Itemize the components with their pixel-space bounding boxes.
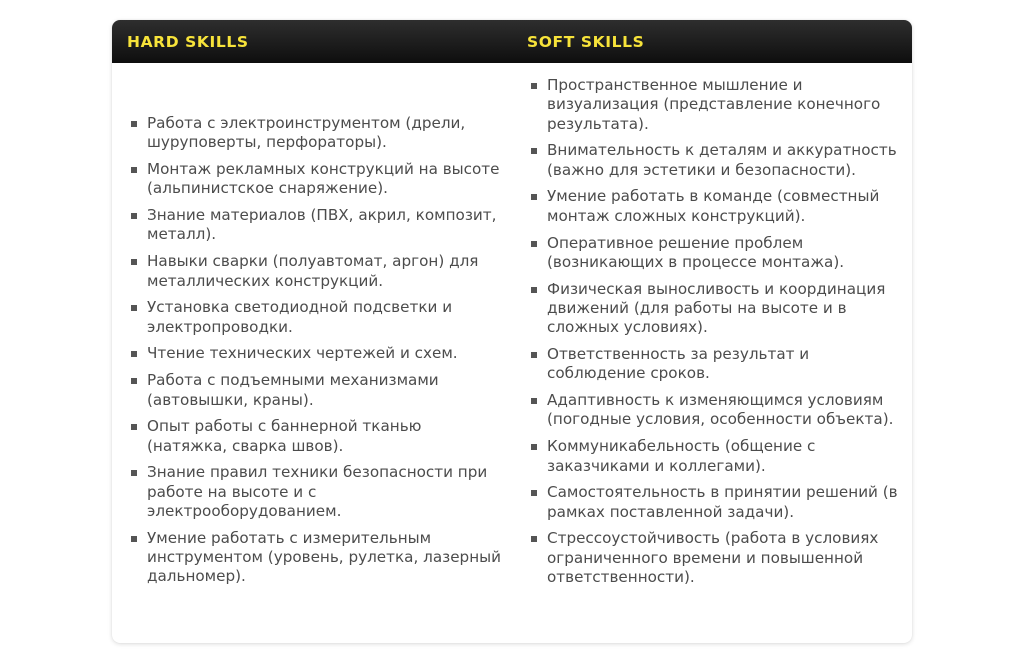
square-bullet-icon: [131, 378, 137, 384]
square-bullet-icon: [531, 241, 537, 247]
soft-skill-item-text: Ответственность за результат и соблюдение сроков.: [547, 345, 810, 383]
hard-skill-item-text: Работа с подъемными механизмами (автовышки, краны).: [147, 371, 439, 409]
square-bullet-icon: [531, 444, 537, 450]
hard-skill-item-text: Умение работать с измерительным инструментом (уровень, рулетка, лазерный дальномер).: [147, 528, 501, 586]
soft-skill-item: [527, 280, 907, 338]
soft-skill-item-text: Самостоятельность в принятии решений (в рамках поставленной задачи).: [547, 483, 898, 521]
hard-skill-item-text: Установка светодиодной подсветки и электропроводки.: [147, 298, 453, 336]
square-bullet-icon: [531, 536, 537, 542]
soft-skill-item: [527, 76, 907, 134]
square-bullet-icon: [531, 490, 537, 496]
soft-skill-item-text: Физическая выносливость и координация движений (для работы на высоте и в сложных условиях).: [547, 279, 886, 337]
soft-skill-item-text: Коммуникабельность (общение с заказчиками и коллегами).: [547, 437, 816, 475]
square-bullet-icon: [131, 424, 137, 430]
square-bullet-icon: [131, 536, 137, 542]
hard-skill-item: [127, 417, 502, 456]
soft-skill-item: [527, 437, 907, 476]
square-bullet-icon: [131, 351, 137, 357]
soft-skills-list: [527, 76, 907, 595]
square-bullet-icon: [131, 470, 137, 476]
soft-skill-item-text: Пространственное мышление и визуализация (представление конечного результата).: [547, 76, 881, 133]
square-bullet-icon: [531, 148, 537, 154]
skills-card: [112, 20, 912, 643]
hard-skill-item: [127, 298, 502, 337]
hard-skill-item-text: Монтаж рекламных конструкций на высоте (альпинистское снаряжение).: [147, 160, 500, 198]
hard-skill-item-text: Чтение технических чертежей и схем.: [147, 344, 458, 363]
hard-skill-item: [127, 529, 502, 587]
hard-skill-item: [127, 344, 502, 363]
hard-skills-list: [127, 114, 502, 594]
hard-skill-item-text: Знание материалов (ПВХ, акрил, композит, металл).: [147, 206, 497, 244]
soft-skill-item: [527, 345, 907, 384]
square-bullet-icon: [531, 287, 537, 293]
soft-skill-item: [527, 529, 907, 587]
hard-skill-item: [127, 160, 502, 199]
square-bullet-icon: [131, 213, 137, 219]
soft-skill-item: [527, 391, 907, 430]
soft-skill-item-text: Адаптивность к изменяющимся условиям (погодные условия, особенности объекта).: [547, 391, 894, 429]
soft-skill-item: [527, 141, 907, 180]
soft-skill-item: [527, 187, 907, 226]
hard-skill-item-text: Работа с электроинструментом (дрели, шуруповерты, перфораторы).: [147, 114, 466, 152]
hard-skill-item: [127, 252, 502, 291]
square-bullet-icon: [131, 259, 137, 265]
square-bullet-icon: [531, 83, 537, 89]
skills-header: [112, 20, 912, 63]
square-bullet-icon: [131, 121, 137, 127]
square-bullet-icon: [531, 398, 537, 404]
soft-skill-item-text: Стрессоустойчивость (работа в условиях ограниченного времени и повышенной ответственности).: [547, 529, 879, 587]
hard-skill-item-text: Опыт работы с баннерной тканью (натяжка, сварка швов).: [147, 417, 422, 455]
hard-skill-item-text: Навыки сварки (полуавтомат, аргон) для металлических конструкций.: [147, 252, 479, 290]
soft-skills-title: SOFT SKILLS: [527, 33, 645, 51]
hard-skill-item: [127, 463, 502, 521]
soft-skill-item-text: Умение работать в команде (совместный монтаж сложных конструкций).: [547, 187, 880, 225]
square-bullet-icon: [531, 194, 537, 200]
soft-skill-item: [527, 483, 907, 522]
square-bullet-icon: [131, 167, 137, 173]
hard-skill-item: [127, 114, 502, 153]
square-bullet-icon: [531, 352, 537, 358]
hard-skills-title: HARD SKILLS: [127, 33, 249, 51]
hard-skill-item: [127, 206, 502, 245]
soft-skill-item: [527, 234, 907, 273]
hard-skill-item-text: Знание правил техники безопасности при работе на высоте и с электрооборудованием.: [147, 463, 488, 521]
square-bullet-icon: [131, 305, 137, 311]
soft-skill-item-text: Оперативное решение проблем (возникающих в процессе монтажа).: [547, 233, 845, 271]
hard-skill-item: [127, 371, 502, 410]
soft-skill-item-text: Внимательность к деталям и аккуратность (важно для эстетики и безопасности).: [547, 141, 897, 179]
